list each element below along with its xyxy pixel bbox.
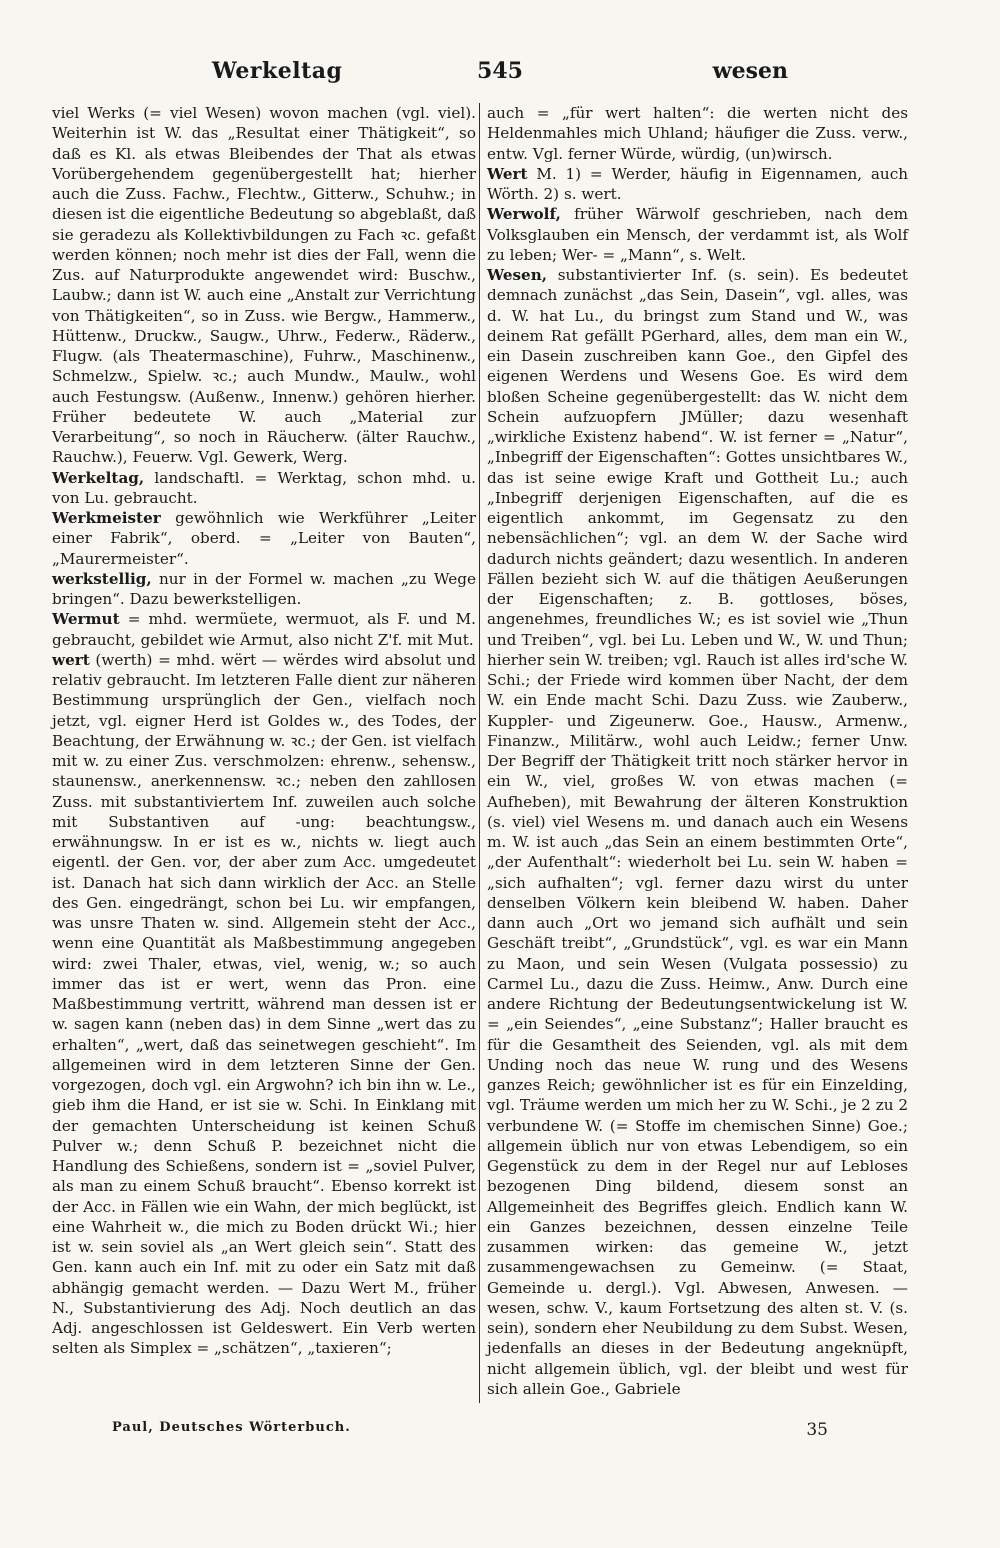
entry-text: M. 1) = Werder, häufig in Eigennamen, auch Wörth. 2) s. wert. (487, 164, 908, 203)
dictionary-entry (52, 650, 476, 1359)
headword: Wesen, (487, 266, 548, 284)
headword: wert (52, 650, 90, 669)
headword: Werkeltag, (52, 468, 145, 487)
dictionary-entry (52, 609, 476, 650)
page-footer (52, 1420, 948, 1444)
entry-text: (werth) = mhd. wërt — wërdes wird absolut und relativ gebraucht. Im letzteren Falle dient zur näheren Bestimmung ursprünglich der Gen., vielfach noch jetzt, vgl. eigner Herd ist Goldes w., des Todes, der Beachtung, der Erwähnung w. ꝛc.; der Gen. ist vielfach mit w. zu einer Zus. verschmolzen: ehrenw., sehensw., staunensw., anerkennensw. ꝛc.; neben den zahllosen Zuss. mit substantiviertem Inf. zuweilen auch solche mit Substantiven auf -ung: beachtungsw., erwähnungsw. In er ist es w., nichts w. liegt auch eigentl. der Gen. vor, der aber zum Acc. umgedeutet ist. Danach hat sich dann wirklich der Acc. an Stelle des Gen. eingedrängt, schon bei Lu. wir empfangen, was unsre Thaten w. sind. Allgemein steht der Acc., wenn eine Quantität als Maßbestimmung angegeben wird: zwei Thaler, etwas, viel, wenig, w.; so auch immer das ist er wert, wenn das Pron. eine Maßbestimmung vertritt, während man dessen ist er w. sagen kann (neben das) in dem Sinne „wert das zu erhalten“, „wert, daß das seinetwegen geschieht“. Im allgemeinen wird in dem letzteren Sinne der Gen. vorgezogen, doch vgl. ein Argwohn? ich bin ihn w. Le., gieb ihm die Hand, er ist sie w. Schi. In Einklang mit der gemachten Unterscheidung ist keinen Schuß Pulver w.; denn Schuß P. bezeichnet nicht die Handlung des Schießens, sondern ist = „soviel Pulver, als man zu einem Schuß braucht“. Ebenso korrekt ist der Acc. in Fällen wie ein Wahn, der mich beglückt, ist eine Wahrheit w., die mich zu Boden drückt Wi.; hier ist w. sein soviel als „an Wert gleich sein“. Statt des Gen. kann auch ein Inf. mit zu oder ein Satz mit daß abhängig gemacht werden. — Dazu Wert M., früher N., Substantivierung des Adj. Noch deutlich an das Adj. angeschlossen ist Geldeswert. Ein Verb werten selten als Simplex = „schätzen“, „taxieren“; (52, 650, 476, 1358)
page-header (52, 58, 948, 92)
entry-text: gewöhnlich wie Werkführer „Leiter einer Fabrik“, oberd. = „Leiter von Bauten“, „Maurermeister“. (52, 509, 476, 568)
entry-text: nur in der Formel w. machen „zu Wege bringen“. Dazu bewerkstelligen. (52, 569, 476, 608)
right-column (487, 103, 908, 1399)
dictionary-entry (52, 468, 476, 509)
entry-text: = mhd. wermüete, wermuot, als F. und M. gebraucht, gebildet wie Armut, also nicht Z'f. mit Mut. (52, 610, 476, 649)
footer-title: Paul, Deutsches Wörterbuch. (112, 1420, 351, 1435)
headword: Werwolf, (487, 205, 561, 224)
left-column (52, 103, 476, 1359)
entry-text: substantivierter Inf. (s. sein). Es bedeutet demnach zunächst „das Sein, Dasein“, vgl. alles, was d. W. hat Lu., du bringst zum Stand und W., was deinem Rat gefällt PGerhard, alles, dem man ein W., ein Dasein zuschreiben kann Goe., den Gipfel des eigenen Werdens und Wesens Goe. Es wird dem bloßen Scheine gegenübergestellt: das W. nicht dem Schein aufzuopfern JMüller; dazu wesenhaft „wirkliche Existenz habend“. W. ist ferner = „Natur“, „Inbegriff der Eigenschaften“: Gottes unsichtbares W., das ist seine ewige Kraft und Gottheit Lu.; auch „Inbegriff derjenigen Eigenschaften, auf die es eigentlich ankommt, im Gegensatz zu den nebensächlichen“; vgl. an dem W. der Sache wird dadurch nichts geändert; dazu wesentlich. In anderen Fällen bezieht sich W. auf die thätigen Aeußerungen der Eigenschaften; z. B. gottloses, böses, angenehmes, freundliches W.; es ist soviel wie „Thun und Treiben“, vgl. bei Lu. Leben und W., W. und Thun; hierher sein W. treiben; vgl. Rauch ist alles ird'sche W. Schi.; der Friede wird kommen über Nacht, der dem W. ein Ende macht Schi. Dazu Zuss. wie Zauberw., Kuppler- und Zigeunerw. Goe., Hausw., Armenw., Finanzw., Militärw., wohl auch Leidw.; ferner Unw. Der Begriff der Thätigkeit tritt noch stärker hervor in ein W., viel, großes W. von etwas machen (= Aufheben), mit Bewahrung der älteren Konstruktion (s. viel) viel Wesens m. und danach auch ein Wesens m. W. ist auch „das Sein an einem bestimmten Orte“, „der Aufenthalt“: wiederholt bei Lu. sein W. haben = „sich aufhalten“; vgl. ferner dazu wirst du unter denselben Völkern kein bleibend W. haben. Daher dann auch „Ort wo jemand sich aufhält und sein Geschäft treibt“, „Grundstück“, vgl. es war ein Mann zu Maon, und sein Wesen (Vulgata possessio) zu Carmel Lu., dazu die Zuss. Heimw., Anw. Durch eine andere Richtung der Bedeutungsentwickelung ist W. = „ein Seiendes“, „eine Substanz“; Haller braucht es für die Gesamtheit des Seienden, vgl. als mit dem Unding noch das neue W. rung und des Wesens ganzes Reich; gewöhnlicher ist es für ein Einzelding, vgl. Träume werden um mich her zu W. Schi., je 2 zu 2 verbundene W. (= Stoffe im chemischen Sinne) Goe.; allgemein üblich nur von etwas Lebendigem, so ein Gegenstück zu dem in der Regel nur auf Lebloses bezogenen Ding bildend, diesem sonst an Allgemeinheit des Begriffes gleich. Endlich kann W. ein Ganzes bezeichnen, dessen einzelne Teile zusammen wirken: das gemeine W., jetzt zusammengewachsen zu Gemeinw. (= Staat, Gemeinde u. dergl.). Vgl. Abwesen, Anwesen. — wesen, schw. V., kaum Fortsetzung des alten st. V. (s. sein), sondern eher Neubildung zu dem Subst. Wesen, jedenfalls an dieses in der Bedeutung angeknüpft, nicht allgemein üblich, vgl. der bleibt und west für sich allein Goe., Gabriele (487, 266, 908, 1398)
entry-text: früher Wärwolf geschrieben, nach dem Volksglauben ein Mensch, der verdammt ist, als Wolf zu leben; Wer- = „Mann“, s. Welt. (487, 205, 908, 264)
dictionary-entry (52, 103, 476, 468)
page-number: 545 (477, 58, 523, 84)
headword: Wert (487, 164, 528, 183)
entry-text: landschaftl. = Werktag, schon mhd. u. von Lu. gebraucht. (52, 468, 476, 507)
dictionary-entry (487, 204, 908, 265)
header-right-catchword: wesen (712, 58, 788, 84)
headword: werkstellig, (52, 569, 152, 588)
dictionary-entry (52, 508, 476, 569)
dictionary-entry (487, 164, 908, 205)
dictionary-entry (487, 103, 908, 164)
entry-text: auch = „für wert halten“: die werten nicht des Heldenmahles mich Uhland; häufiger die Zuss. verw., entw. Vgl. ferner Würde, würdig, (un)wirsch. (487, 104, 908, 163)
signature-mark: 35 (806, 1420, 828, 1440)
headword: Werkmeister (52, 509, 161, 527)
dictionary-entry (487, 265, 908, 1399)
entry-text: viel Werks (= viel Wesen) wovon machen (vgl. viel). Weiterhin ist W. das „Resultat einer Thätigkeit“, so daß es Kl. als etwas Bleibendes der That als etwas Vorübergehendem gegenübergestellt hat; hierher auch die Zuss. Fachw., Flechtw., Gitterw., Schuhw.; in diesen ist die eigentliche Bedeutung so abgeblaßt, daß sie geradezu als Kollektivbildungen zu Fach ꝛc. gefaßt werden können; noch mehr ist dies der Fall, wenn die Zus. auf Naturprodukte angewendet wird: Buschw., Laubw.; dann ist W. auch eine „Anstalt zur Verrichtung von Thätigkeiten“, so in Zuss. wie Bergw., Hammerw., Hüttenw., Druckw., Saugw., Uhrw., Federw., Räderw., Flugw. (als Theatermaschine), Fuhrw., Maschinenw., Schmelzw., Spielw. ꝛc.; auch Mundw., Maulw., wohl auch Festungsw. (Außenw., Innenw.) gehören hierher. Früher bedeutete W. auch „Material zur Verarbeitung“, so noch in Räucherw. (älter Rauchw., Rauchw.), Feuerw. Vgl. Gewerk, Werg. (52, 104, 476, 467)
dictionary-entry (52, 569, 476, 610)
column-divider (479, 103, 480, 1403)
header-left-catchword: Werkeltag (212, 58, 343, 84)
headword: Wermut (52, 610, 120, 629)
